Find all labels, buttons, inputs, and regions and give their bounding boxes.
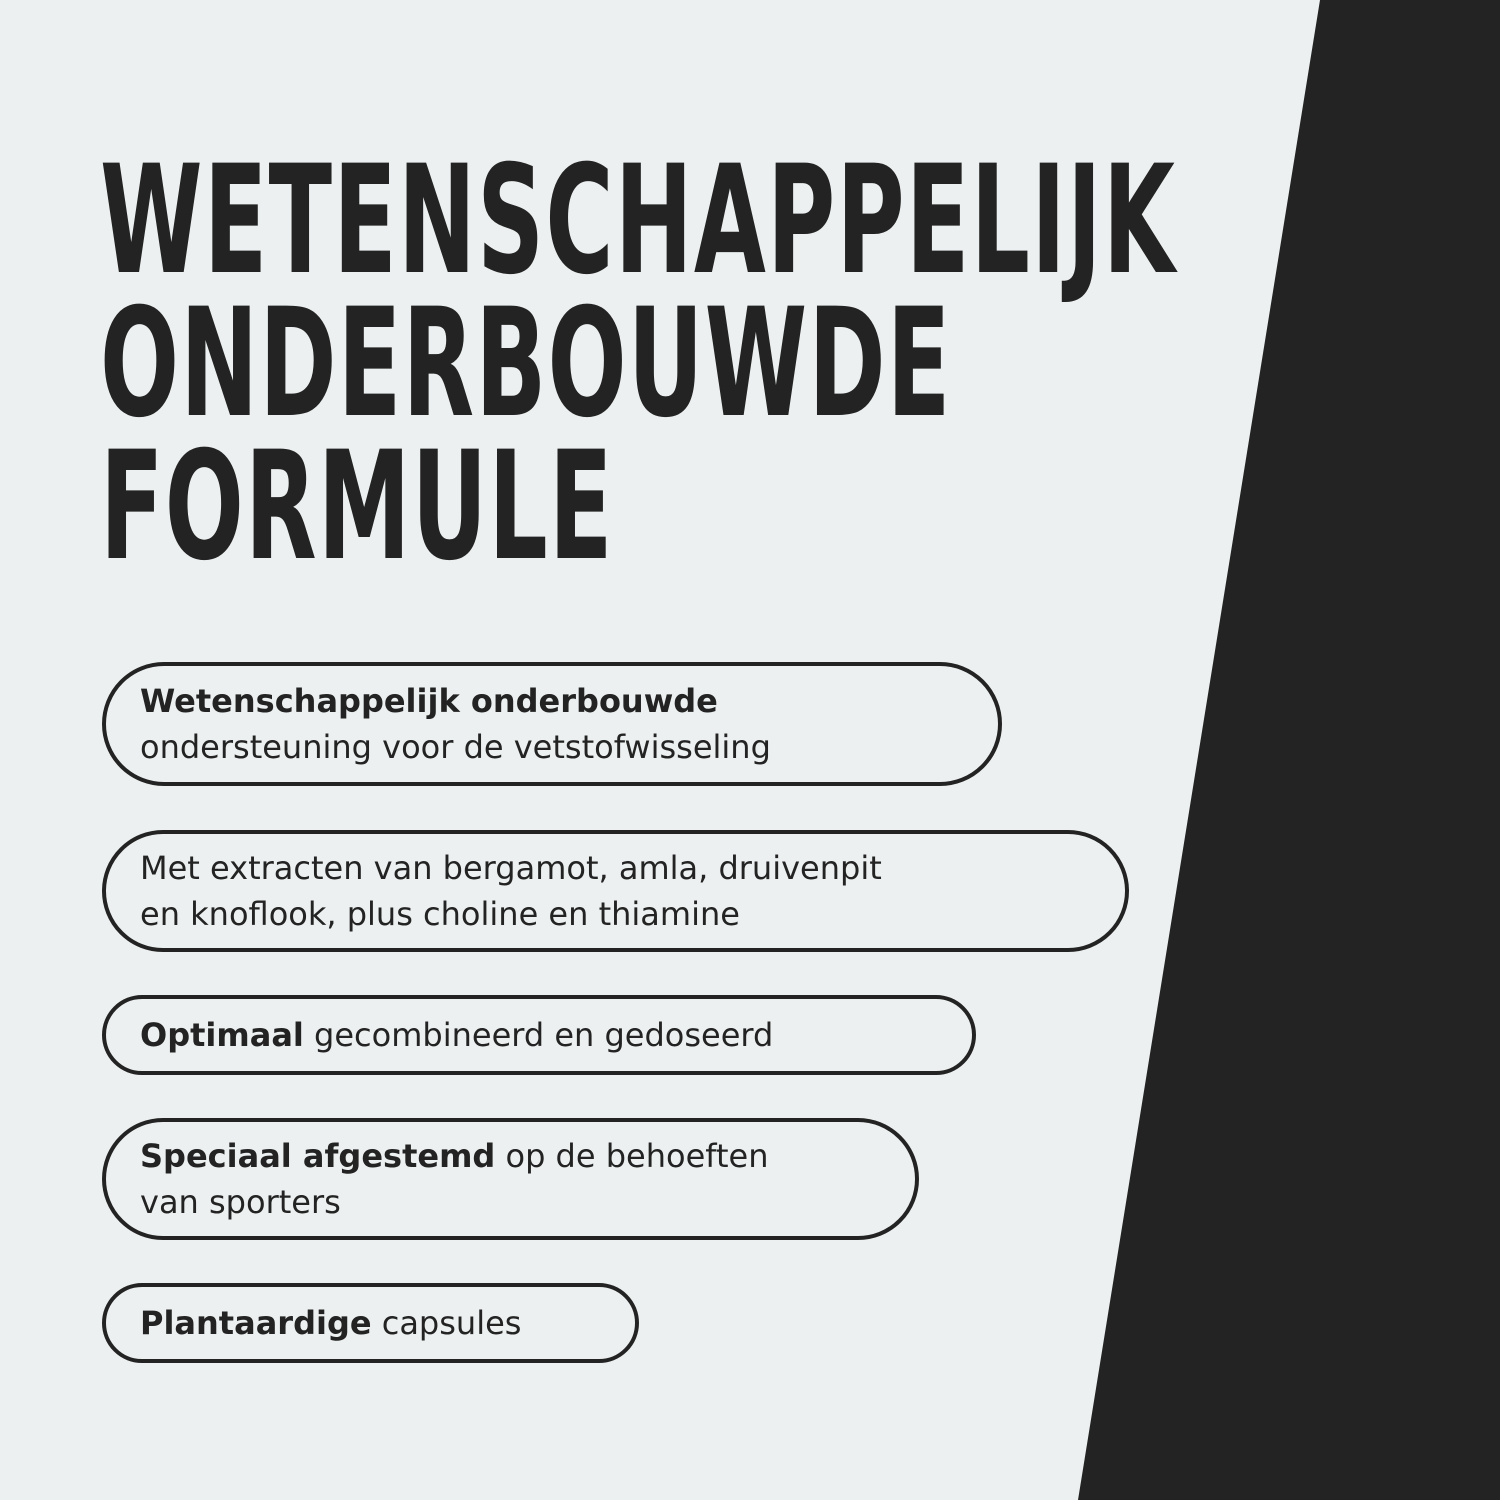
feature-pill-science bbox=[102, 662, 1002, 786]
headline-line-3: FORMULE bbox=[100, 420, 614, 594]
feature-line: en knoflook, plus choline en thiamine bbox=[140, 895, 740, 933]
headline-line-2: ONDERBOUWDE bbox=[100, 277, 952, 451]
feature-text: capsules bbox=[371, 1304, 522, 1342]
feature-bold-text: Optimaal bbox=[140, 1016, 304, 1054]
feature-line bbox=[140, 1012, 938, 1058]
headline-line-1: WETENSCHAPPELIJK bbox=[100, 134, 1177, 308]
feature-line bbox=[140, 1133, 881, 1179]
feature-bold-text: Speciaal afgestemd bbox=[140, 1137, 496, 1175]
feature-pill-athletes bbox=[102, 1118, 919, 1240]
feature-pill-capsules bbox=[102, 1283, 639, 1363]
feature-line: ondersteuning voor de vetstofwisseling bbox=[140, 728, 771, 766]
headline bbox=[100, 134, 1177, 594]
feature-bold-text: Plantaardige bbox=[140, 1304, 372, 1342]
feature-pill-dosage bbox=[102, 995, 976, 1075]
feature-line bbox=[140, 678, 964, 724]
feature-text: op de behoeften bbox=[495, 1137, 769, 1175]
feature-text: gecombineerd en gedoseerd bbox=[303, 1016, 774, 1054]
feature-line: Met extracten van bergamot, amla, druivenpit bbox=[140, 849, 882, 887]
feature-line bbox=[140, 1300, 601, 1346]
feature-bold-text: Wetenschappelijk onderbouwde bbox=[140, 682, 718, 720]
feature-line: van sporters bbox=[140, 1183, 341, 1221]
feature-pill-extracts bbox=[102, 830, 1129, 952]
